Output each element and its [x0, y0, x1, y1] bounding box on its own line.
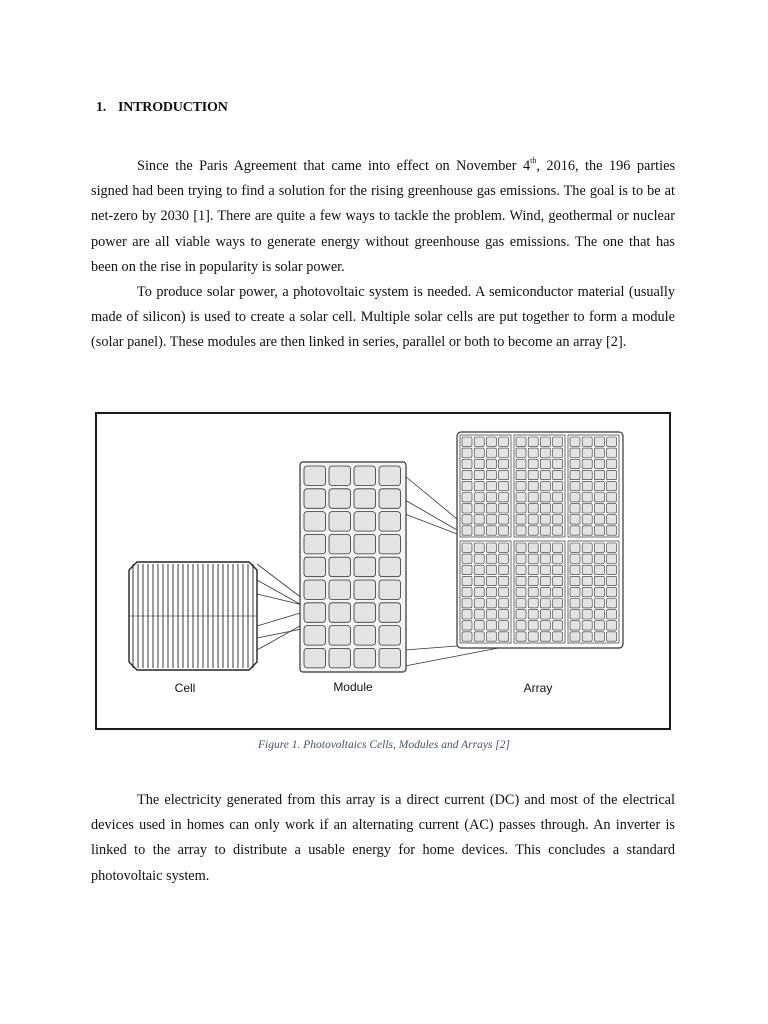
module-cell — [329, 489, 351, 509]
array-cell — [474, 437, 484, 446]
array-cell — [570, 543, 580, 552]
array-cell — [474, 515, 484, 524]
array-cell — [528, 515, 538, 524]
array-cell — [594, 576, 604, 585]
array-cell — [474, 621, 484, 630]
array-cell — [570, 526, 580, 535]
array-cell — [540, 493, 550, 502]
array-cell — [594, 437, 604, 446]
array-cell — [607, 565, 617, 574]
array-cell — [607, 459, 617, 468]
array-cell — [474, 554, 484, 563]
array-cell — [499, 515, 509, 524]
array-cell — [462, 599, 472, 608]
array-cell — [594, 599, 604, 608]
array-cell — [474, 632, 484, 641]
module-cell — [329, 557, 351, 577]
array-cell — [582, 481, 592, 490]
section-number: 1. — [96, 100, 107, 115]
array-cell — [594, 610, 604, 619]
array-cell — [594, 565, 604, 574]
array-cell — [499, 632, 509, 641]
array-cell — [553, 481, 563, 490]
array-cell — [540, 543, 550, 552]
array-cell — [553, 437, 563, 446]
module-cell — [379, 534, 401, 554]
array-cell — [553, 554, 563, 563]
array-cell — [462, 610, 472, 619]
array-cell — [474, 576, 484, 585]
module-cell — [304, 580, 326, 600]
array-cell — [462, 554, 472, 563]
array-cell — [474, 587, 484, 596]
array-cell — [582, 632, 592, 641]
module-cell — [379, 580, 401, 600]
array-cell — [540, 526, 550, 535]
array-cell — [499, 565, 509, 574]
array-cell — [570, 493, 580, 502]
array-cell — [553, 543, 563, 552]
module-cell — [304, 489, 326, 509]
array-cell — [462, 526, 472, 535]
array-cell — [499, 621, 509, 630]
module-cell — [304, 557, 326, 577]
array-cell — [553, 504, 563, 513]
array-cell — [499, 437, 509, 446]
array-cell — [499, 459, 509, 468]
array-cell — [486, 610, 496, 619]
module-cell — [329, 648, 351, 668]
array-cell — [499, 576, 509, 585]
array-cell — [607, 470, 617, 479]
array-cell — [553, 470, 563, 479]
array-cell — [553, 526, 563, 535]
array-cell — [607, 481, 617, 490]
array-cell — [582, 504, 592, 513]
module-cell — [354, 466, 376, 486]
array-cell — [553, 459, 563, 468]
array-cell — [607, 599, 617, 608]
array-cell — [540, 459, 550, 468]
array-cell — [570, 565, 580, 574]
paragraph-solar-power — [91, 280, 675, 356]
array-cell — [607, 621, 617, 630]
label-array: Array — [523, 681, 553, 695]
array-cell — [594, 632, 604, 641]
array-cell — [486, 459, 496, 468]
label-module: Module — [333, 680, 373, 694]
module-cell — [329, 512, 351, 531]
module-cell — [379, 557, 401, 577]
array-cell — [486, 470, 496, 479]
array-cell — [516, 565, 526, 574]
array-cell — [607, 515, 617, 524]
array-cell — [582, 526, 592, 535]
array-cell — [594, 543, 604, 552]
paragraph-inverter — [91, 788, 675, 889]
array-cell — [528, 448, 538, 457]
array-cell — [474, 543, 484, 552]
module-cell — [354, 489, 376, 509]
array-cell — [462, 565, 472, 574]
array-cell — [528, 526, 538, 535]
module-cell — [304, 626, 326, 646]
array-cell — [474, 610, 484, 619]
module-cell — [329, 626, 351, 646]
module-cell — [379, 648, 401, 668]
module-cell — [379, 626, 401, 646]
array-cell — [499, 554, 509, 563]
array-cell — [462, 437, 472, 446]
array-cell — [474, 565, 484, 574]
array-cell — [570, 470, 580, 479]
array-cell — [499, 493, 509, 502]
array-cell — [570, 599, 580, 608]
array-cell — [528, 493, 538, 502]
array-cell — [582, 493, 592, 502]
array-cell — [486, 448, 496, 457]
module-cell — [304, 534, 326, 554]
array-cell — [540, 632, 550, 641]
pv-diagram-svg — [97, 414, 669, 728]
array-cell — [516, 576, 526, 585]
array-cell — [486, 632, 496, 641]
array-cell — [474, 459, 484, 468]
section-title: INTRODUCTION — [118, 100, 228, 115]
module-cell — [354, 648, 376, 668]
array-cell — [516, 515, 526, 524]
figure-pv-diagram — [95, 412, 671, 730]
array-cell — [570, 448, 580, 457]
module-cell — [329, 534, 351, 554]
label-cell: Cell — [174, 681, 196, 695]
array-cell — [553, 599, 563, 608]
array-cell — [540, 599, 550, 608]
array-cell — [474, 470, 484, 479]
solar-cell-graphic — [129, 562, 257, 670]
array-cell — [516, 437, 526, 446]
array-cell — [540, 610, 550, 619]
array-cell — [516, 526, 526, 535]
array-cell — [570, 610, 580, 619]
module-cell — [354, 557, 376, 577]
array-cell — [516, 470, 526, 479]
p1-superscript: th — [530, 156, 537, 166]
array-cell — [553, 621, 563, 630]
module-cell — [354, 626, 376, 646]
array-cell — [607, 526, 617, 535]
array-cell — [553, 515, 563, 524]
array-cell — [594, 526, 604, 535]
module-cell — [354, 534, 376, 554]
array-cell — [499, 448, 509, 457]
array-cell — [582, 543, 592, 552]
array-cell — [594, 621, 604, 630]
array-cell — [486, 565, 496, 574]
array-cell — [528, 554, 538, 563]
module-cell — [304, 648, 326, 668]
array-cell — [570, 515, 580, 524]
module-cell — [379, 489, 401, 509]
p1-text-end: , 2016, the 196 parties signed had been trying to find a solution for the rising greenhouse gas emissions. The goal is to be at net-zero by 2030 [1]. There are quite a few ways to tackle the problem. Wind, geothermal or nuclear power are all viable ways to generate energy without greenhouse gas emissions. The one that has been on the rise in popularity is solar power. — [91, 158, 676, 275]
array-cell — [499, 599, 509, 608]
array-cell — [528, 459, 538, 468]
array-cell — [528, 543, 538, 552]
array-cell — [516, 504, 526, 513]
section-heading — [96, 100, 228, 116]
array-cell — [570, 459, 580, 468]
array-cell — [570, 621, 580, 630]
array-cell — [553, 576, 563, 585]
array-cell — [540, 481, 550, 490]
array-cell — [594, 587, 604, 596]
array-cell — [607, 554, 617, 563]
array-cell — [499, 526, 509, 535]
array-cell — [607, 610, 617, 619]
array-cell — [540, 515, 550, 524]
array-cell — [486, 554, 496, 563]
array-cell — [528, 470, 538, 479]
array-cell — [486, 526, 496, 535]
array-cell — [462, 504, 472, 513]
array-cell — [516, 459, 526, 468]
array-cell — [607, 587, 617, 596]
array-cell — [540, 448, 550, 457]
array-cell — [607, 632, 617, 641]
module-cell — [354, 603, 376, 623]
array-cell — [499, 587, 509, 596]
array-cell — [486, 504, 496, 513]
array-cell — [553, 587, 563, 596]
p2-text: To produce solar power, a photovoltaic system is needed. A semiconductor material (usually made of silicon) is used to create a solar cell. Multiple solar cells are put together to form a module (solar panel). These modules are then linked in series, parallel or both to become an array [2]. — [91, 284, 675, 351]
array-cell — [582, 554, 592, 563]
array-cell — [540, 587, 550, 596]
array-cell — [462, 621, 472, 630]
array-cell — [553, 632, 563, 641]
module-cell — [379, 512, 401, 531]
array-cell — [516, 599, 526, 608]
array-cell — [570, 632, 580, 641]
array-cell — [462, 481, 472, 490]
array-cell — [570, 587, 580, 596]
array-cell — [474, 599, 484, 608]
array-cell — [516, 448, 526, 457]
array-cell — [540, 504, 550, 513]
array-cell — [553, 610, 563, 619]
array-cell — [594, 459, 604, 468]
array-cell — [540, 565, 550, 574]
array-cell — [462, 515, 472, 524]
module-cell — [304, 512, 326, 531]
array-cell — [486, 576, 496, 585]
array-cell — [486, 481, 496, 490]
module-cell — [354, 512, 376, 531]
array-cell — [528, 599, 538, 608]
array-cell — [607, 504, 617, 513]
array-cell — [499, 504, 509, 513]
array-cell — [594, 504, 604, 513]
array-cell — [607, 576, 617, 585]
array-cell — [516, 493, 526, 502]
array-cell — [474, 448, 484, 457]
array-cell — [582, 459, 592, 468]
array-cell — [594, 470, 604, 479]
array-cell — [516, 554, 526, 563]
array-cell — [570, 554, 580, 563]
array-cell — [582, 448, 592, 457]
array-cell — [582, 470, 592, 479]
array-cell — [462, 470, 472, 479]
array-cell — [594, 448, 604, 457]
array-cell — [528, 632, 538, 641]
array-cell — [540, 576, 550, 585]
module-cell — [304, 603, 326, 623]
paragraph-paris-agreement — [91, 154, 675, 280]
array-cell — [528, 504, 538, 513]
array-cell — [570, 437, 580, 446]
array-cell — [486, 587, 496, 596]
array-cell — [553, 493, 563, 502]
array-cell — [474, 504, 484, 513]
array-cell — [462, 587, 472, 596]
array-cell — [570, 504, 580, 513]
array-cell — [486, 515, 496, 524]
array-cell — [582, 587, 592, 596]
array-cell — [516, 621, 526, 630]
array-cell — [582, 565, 592, 574]
array-cell — [582, 437, 592, 446]
array-cell — [553, 448, 563, 457]
array-cell — [582, 599, 592, 608]
array-cell — [474, 526, 484, 535]
array-cell — [594, 515, 604, 524]
array-cell — [540, 621, 550, 630]
array-cell — [582, 515, 592, 524]
array-cell — [462, 576, 472, 585]
array-cell — [516, 610, 526, 619]
array-cell — [486, 543, 496, 552]
figure-caption: Figure 1. Photovoltaics Cells, Modules and Arrays [2] — [257, 739, 511, 751]
array-cell — [607, 448, 617, 457]
module-cell — [304, 466, 326, 486]
array-cell — [594, 554, 604, 563]
array-cell — [462, 493, 472, 502]
array-cell — [582, 610, 592, 619]
array-cell — [516, 632, 526, 641]
array-cell — [553, 565, 563, 574]
p3-text: The electricity generated from this array is a direct current (DC) and most of the electrical devices used in homes can only work if an alternating current (AC) passes through. An inverter is linked to the array to distribute a usable energy for home devices. This concludes a standard photovoltaic system. — [91, 792, 675, 884]
array-cell — [516, 543, 526, 552]
array-cell — [516, 481, 526, 490]
array-cell — [540, 437, 550, 446]
array-cell — [462, 543, 472, 552]
module-graphic — [300, 462, 406, 672]
array-cell — [594, 493, 604, 502]
array-cell — [607, 437, 617, 446]
array-cell — [582, 621, 592, 630]
array-cell — [516, 587, 526, 596]
array-cell — [486, 599, 496, 608]
array-cell — [462, 459, 472, 468]
array-cell — [607, 543, 617, 552]
array-cell — [486, 437, 496, 446]
module-cell — [379, 603, 401, 623]
array-cell — [499, 481, 509, 490]
module-cell — [354, 580, 376, 600]
module-cell — [379, 466, 401, 486]
module-cell — [329, 466, 351, 486]
module-cell — [329, 603, 351, 623]
array-cell — [528, 576, 538, 585]
array-cell — [594, 481, 604, 490]
array-cell — [499, 610, 509, 619]
array-cell — [570, 481, 580, 490]
array-cell — [499, 543, 509, 552]
array-cell — [499, 470, 509, 479]
array-cell — [528, 621, 538, 630]
array-cell — [540, 470, 550, 479]
array-cell — [486, 621, 496, 630]
array-cell — [570, 576, 580, 585]
array-cell — [528, 610, 538, 619]
array-cell — [607, 493, 617, 502]
array-cell — [528, 437, 538, 446]
array-cell — [474, 481, 484, 490]
array-cell — [528, 587, 538, 596]
module-cell — [329, 580, 351, 600]
array-cell — [582, 576, 592, 585]
p1-text-start: Since the Paris Agreement that came into effect on November 4 — [137, 158, 531, 174]
array-cell — [528, 565, 538, 574]
array-cell — [462, 448, 472, 457]
array-cell — [486, 493, 496, 502]
array-cell — [462, 632, 472, 641]
array-cell — [474, 493, 484, 502]
array-cell — [540, 554, 550, 563]
array-cell — [528, 481, 538, 490]
array-graphic — [457, 432, 623, 648]
